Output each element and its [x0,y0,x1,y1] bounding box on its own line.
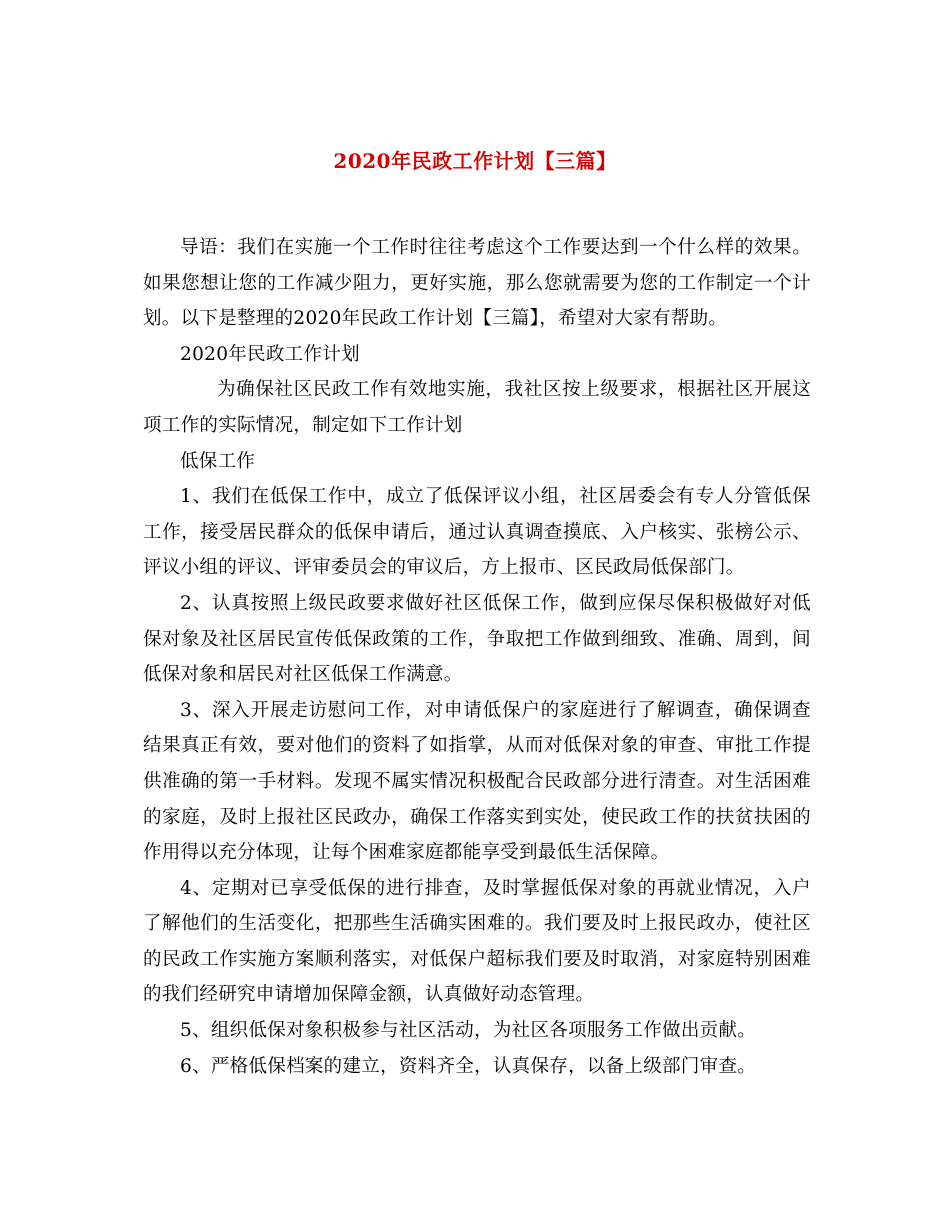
list-item-5: 5、组织低保对象积极参与社区活动，为社区各项服务工作做出贡献。 [180,1020,757,1042]
list-item-1: 1、我们在低保工作中，成立了低保评议小组，社区居委会有专人分管低保工作，接受居民群众的低保申请后，通过认真调查摸底、入户核实、张榜公示、评议小组的评议、评审委员会的审议后，方上报市、区民政局低保部门。 [143,486,811,579]
list-item-4: 4、定期对已享受低保的进行排查，及时掌握低保对象的再就业情况，入户了解他们的生活变化，把那些生活确实困难的。我们要及时上报民政办，使社区的民政工作实施方案顺利落实，对低保户超标我们要及时取消，对家庭特别困难的我们经研究申请增加保障金额，认真做好动态管理。 [143,877,811,1006]
preface-paragraph: 为确保社区民政工作有效地实施，我社区按上级要求，根据社区开展这项工作的实际情况，制定如下工作计划 [143,379,811,436]
list-item-3: 3、深入开展走访慰问工作，对申请低保户的家庭进行了解调查，确保调查结果真正有效，要对他们的资料了如指掌，从而对低保对象的审查、审批工作提供准确的第一手材料。发现不属实情况积极配合民政部分进行清查。对生活困难的家庭，及时上报社区民政办，确保工作落实到实处，使民政工作的扶贫扶困的作用得以充分体现，让每个困难家庭都能享受到最低生活保障。 [143,699,811,864]
section-heading: 2020年民政工作计划 [180,343,360,365]
list-item-6: 6、严格低保档案的建立，资料齐全，认真保存，以备上级部门审查。 [180,1055,757,1077]
intro-paragraph: 导语：我们在实施一个工作时往往考虑这个工作要达到一个什么样的效果。如果您想让您的工作减少阻力，更好实施，那么您就需要为您的工作制定一个计划。以下是整理的2020年民政工作计划【三篇】，希望对大家有帮助。 [143,237,811,330]
list-item-2: 2、认真按照上级民政要求做好社区低保工作，做到应保尽保积极做好对低保对象及社区居民宣传低保政策的工作，争取把工作做到细致、准确、周到，间低保对象和居民对社区低保工作满意。 [143,592,811,686]
document-body [143,230,811,1084]
document-title: 2020年民政工作计划【三篇】 [333,149,617,173]
subsection-heading: 低保工作 [180,450,256,472]
